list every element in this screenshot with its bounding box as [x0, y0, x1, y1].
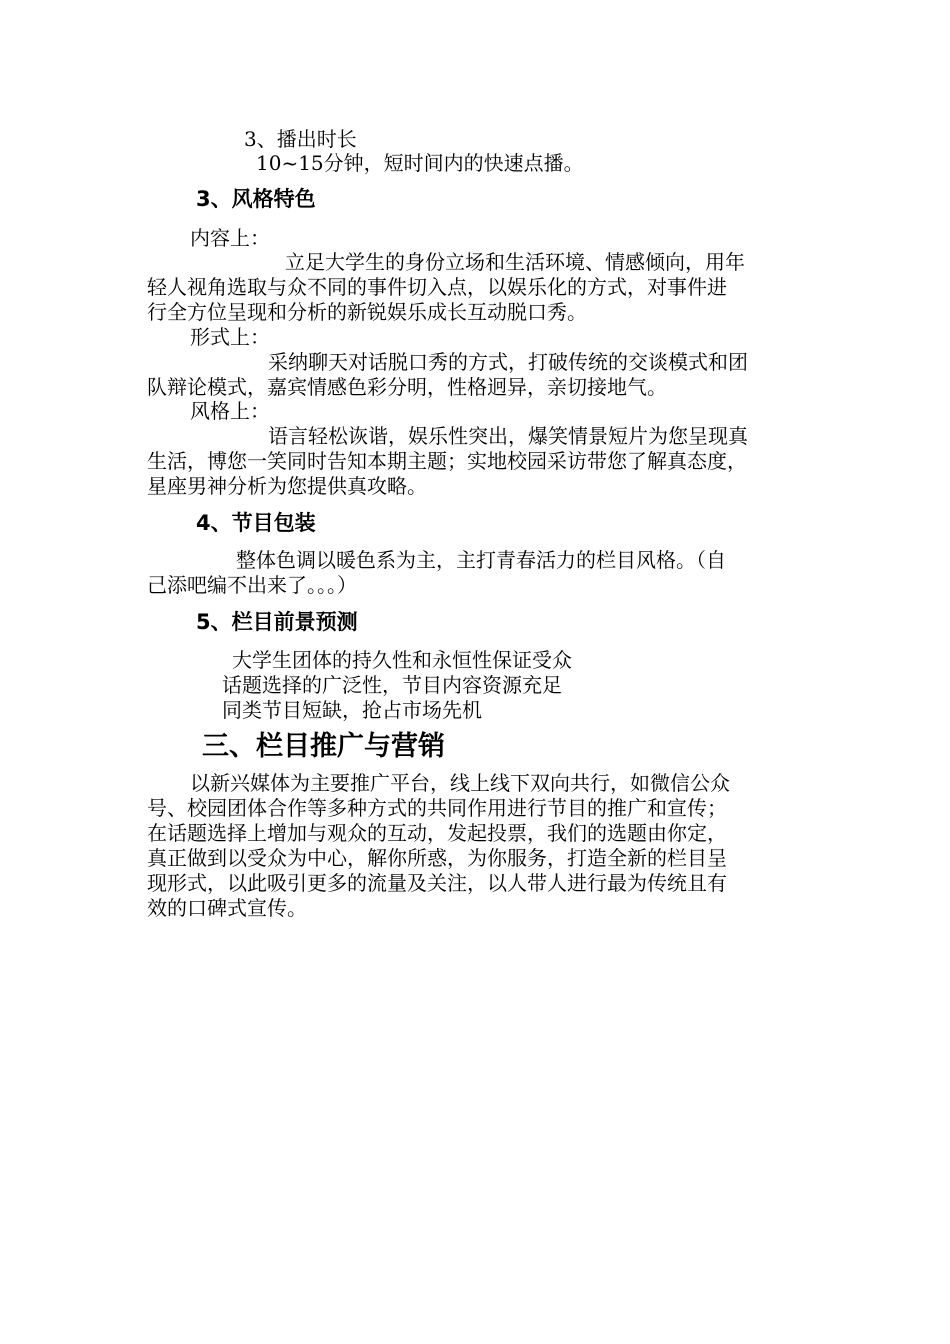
promo-line: 以新兴媒体为主要推广平台，线上线下双向共行，如微信公众: [190, 771, 730, 795]
outlook-heading: 5、栏目前景预测: [196, 610, 358, 634]
manner-line: 生活，博您一笑同时告知本期主题；实地校园采访带您了解真态度，: [147, 449, 747, 473]
promo-line: 真正做到以受众为中心，解你所惑，为你服务，打造全新的栏目呈: [147, 846, 727, 870]
promo-heading: 三、栏目推广与营销: [202, 731, 445, 762]
promo-line: 现形式，以此吸引更多的流量及关注，以人带人进行最为传统且有: [147, 871, 727, 895]
content-line: 轻人视角选取与众不同的事件切入点，以娱乐化的方式，对事件进: [147, 275, 727, 299]
manner-label: 风格上：: [190, 399, 270, 423]
manner-line: 星座男神分析为您提供真攻略。: [147, 474, 427, 498]
form-line: 队辩论模式，嘉宾情感色彩分明，性格迥异，亲切接地气。: [147, 375, 667, 399]
package-line: 己添吧编不出来了。。。）: [147, 573, 357, 597]
duration-label: 3、播出时长: [244, 127, 357, 151]
content-label: 内容上：: [190, 226, 270, 250]
promo-line: 效的口碑式宣传。: [147, 896, 307, 920]
package-heading: 4、节目包装: [196, 511, 316, 535]
promo-line: 在话题选择上增加与观众的互动，发起投票，我们的选题由你定，: [147, 821, 727, 845]
content-line: 行全方位呈现和分析的新锐娱乐成长互动脱口秀。: [147, 300, 587, 324]
package-line: 整体色调以暖色系为主，主打青春活力的栏目风格。（自: [236, 548, 726, 572]
manner-line: 语言轻松诙谐，娱乐性突出，爆笑情景短片为您呈现真: [268, 424, 748, 448]
promo-line: 号、校园团体合作等多种方式的共同作用进行节目的推广和宣传；: [147, 796, 727, 820]
duration-text: 10~15分钟，短时间内的快速点播。: [256, 151, 584, 175]
content-line: 立足大学生的身份立场和生活环境、情感倾向，用年: [285, 250, 745, 274]
form-line: 采纳聊天对话脱口秀的方式，打破传统的交谈模式和团: [268, 350, 748, 374]
style-heading: 3、风格特色: [196, 187, 316, 211]
form-label: 形式上：: [190, 325, 270, 349]
outlook-line: 话题选择的广泛性，节目内容资源充足: [222, 673, 562, 697]
outlook-line: 同类节目短缺，抢占市场先机: [222, 698, 482, 722]
outlook-line: 大学生团体的持久性和永恒性保证受众: [232, 648, 572, 672]
